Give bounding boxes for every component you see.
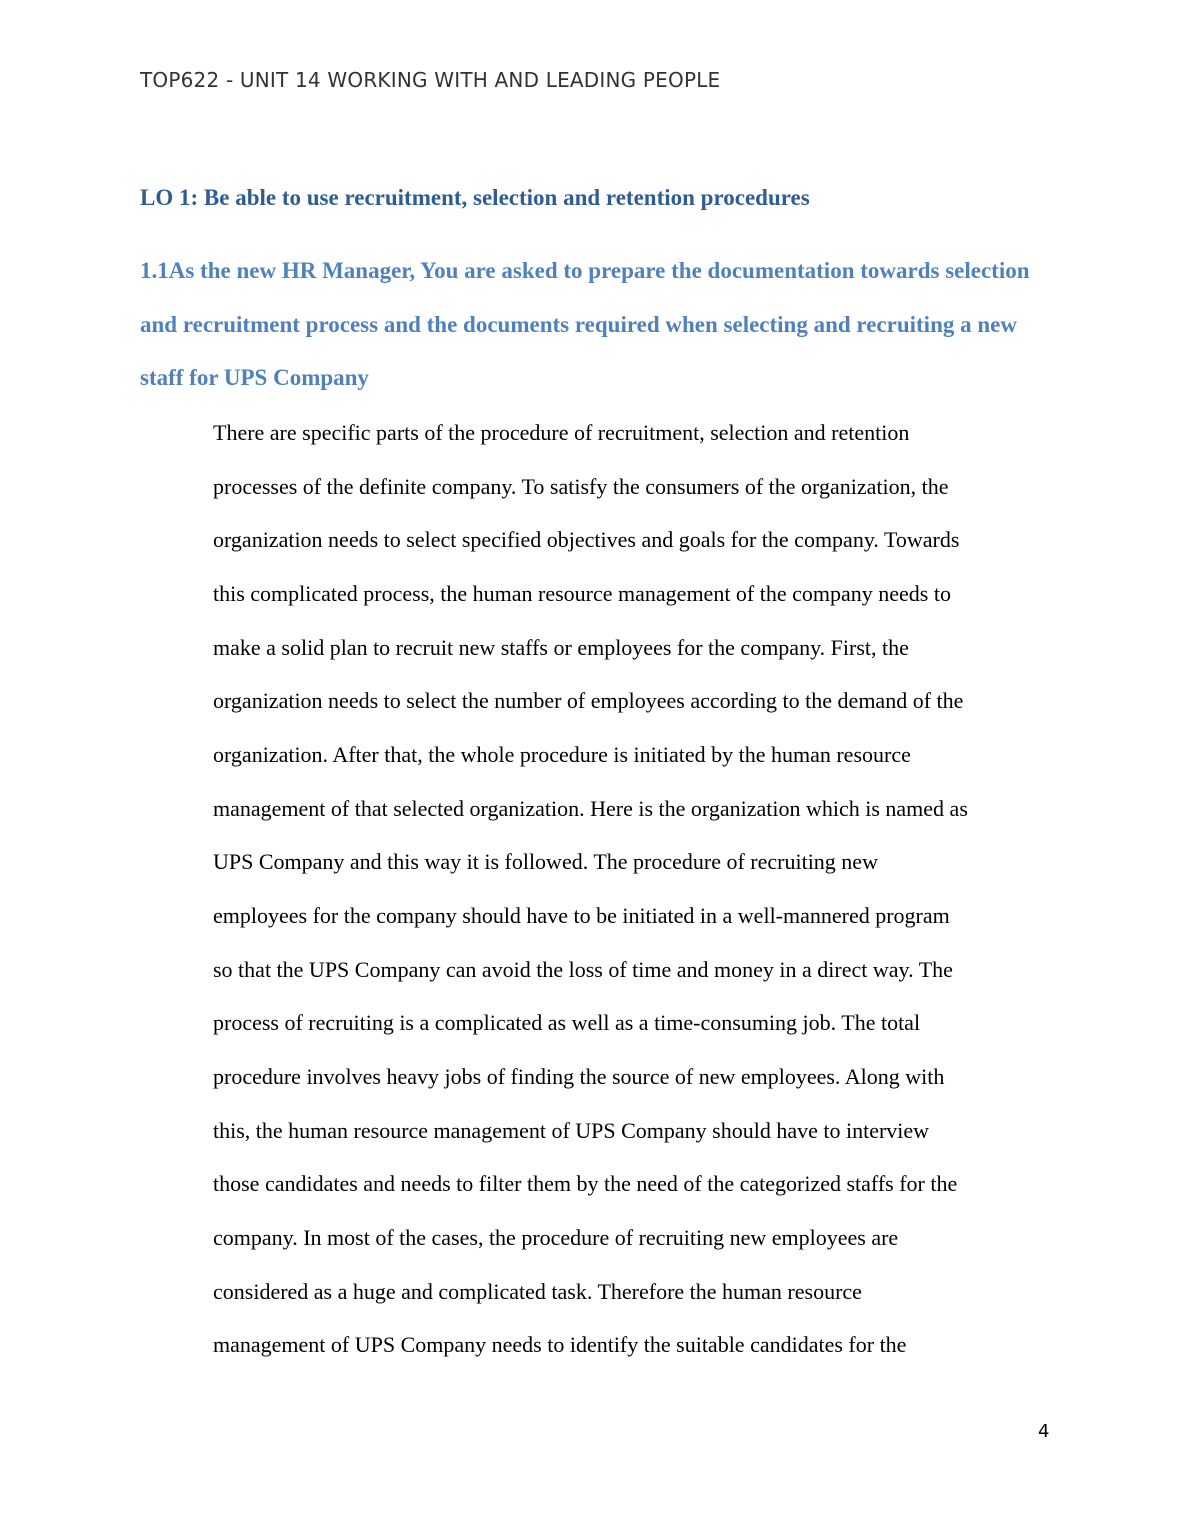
body-line: so that the UPS Company can avoid the loss of time and money in a direct way. The bbox=[213, 957, 953, 982]
body-line: organization needs to select the number of employees according to the demand of the bbox=[213, 688, 964, 713]
page-number: 4 bbox=[1038, 1421, 1050, 1442]
body-line: make a solid plan to recruit new staffs or employees for the company. First, the bbox=[213, 635, 909, 660]
body-line: management of that selected organization. Here is the organization which is named as bbox=[213, 796, 968, 821]
body-line: There are specific parts of the procedure of recruitment, selection and retention bbox=[213, 420, 910, 445]
body-line: those candidates and needs to filter them by the need of the categorized staffs for the bbox=[213, 1171, 958, 1196]
section-heading: LO 1: Be able to use recruitment, selection and retention procedures bbox=[140, 185, 810, 210]
body-line: organization needs to select specified objectives and goals for the company. Towards bbox=[213, 527, 960, 552]
subheading-line: 1.1As the new HR Manager, You are asked to prepare the documentation towards selection bbox=[140, 258, 1030, 283]
body-line: procedure involves heavy jobs of finding the source of new employees. Along with bbox=[213, 1064, 945, 1089]
body-line: UPS Company and this way it is followed. The procedure of recruiting new bbox=[213, 849, 878, 874]
body-line: organization. After that, the whole procedure is initiated by the human resource bbox=[213, 742, 911, 767]
subheading-line: and recruitment process and the documents required when selecting and recruiting a new bbox=[140, 312, 1017, 337]
running-header: TOP622 - UNIT 14 WORKING WITH AND LEADING PEOPLE bbox=[140, 68, 721, 92]
body-line: employees for the company should have to be initiated in a well-mannered program bbox=[213, 903, 950, 928]
body-line: considered as a huge and complicated task. Therefore the human resource bbox=[213, 1279, 862, 1304]
body-line: process of recruiting is a complicated as well as a time-consuming job. The total bbox=[213, 1010, 921, 1035]
body-line: company. In most of the cases, the procedure of recruiting new employees are bbox=[213, 1225, 899, 1250]
body-line: this, the human resource management of UPS Company should have to interview bbox=[213, 1118, 930, 1143]
body-line: this complicated process, the human resource management of the company needs to bbox=[213, 581, 951, 606]
body-line: processes of the definite company. To satisfy the consumers of the organization, the bbox=[213, 474, 949, 499]
subheading-line: staff for UPS Company bbox=[140, 365, 369, 390]
body-line: management of UPS Company needs to identify the suitable candidates for the bbox=[213, 1332, 907, 1357]
